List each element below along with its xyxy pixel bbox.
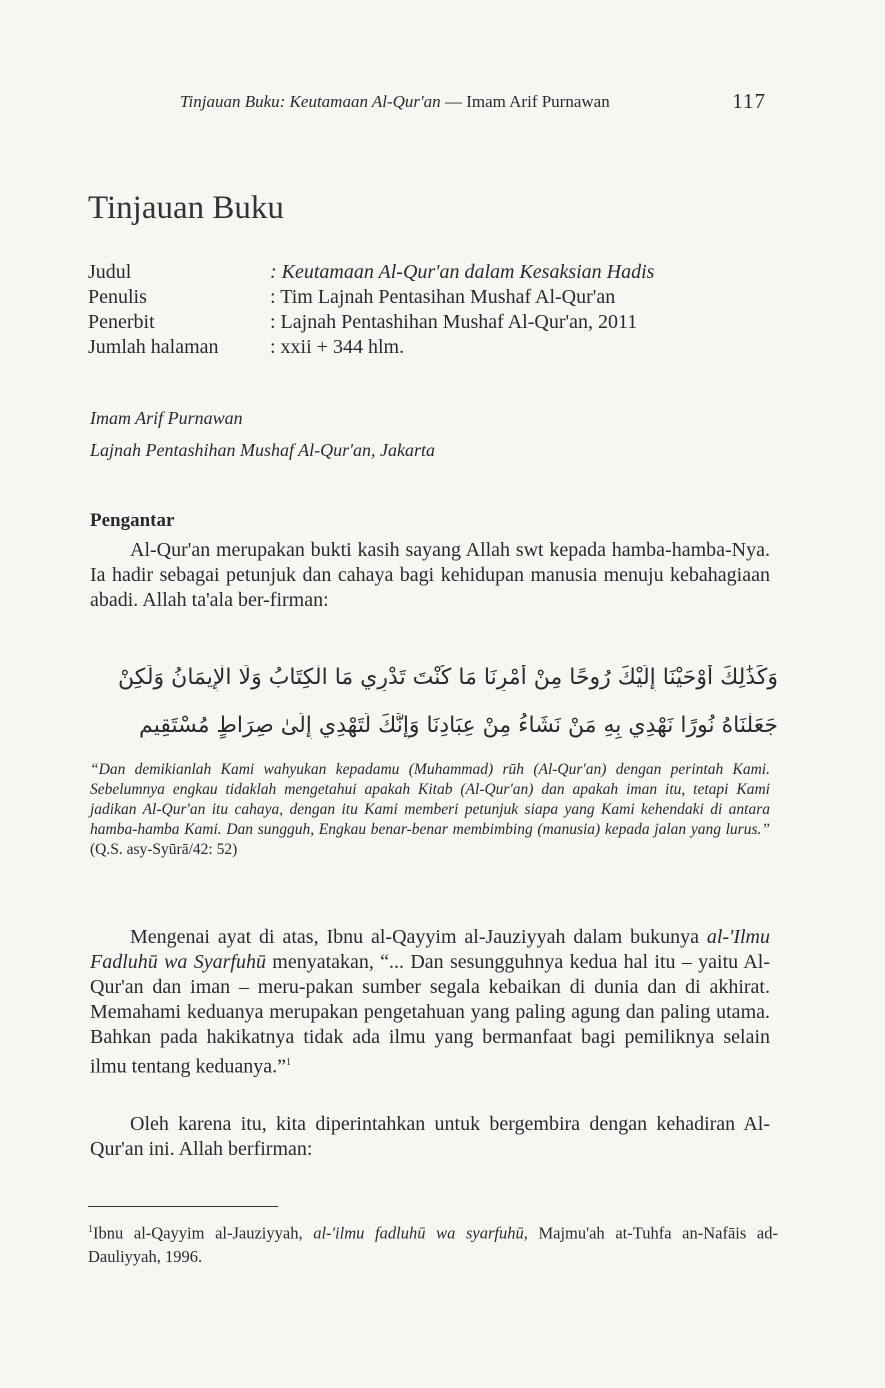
footnote-divider [88,1206,278,1207]
book-info-value: : xxii + 344 hlm. [270,336,405,358]
section-title: Tinjauan Buku [88,190,284,226]
book-info-label: Jumlah halaman [88,336,219,358]
footnote-number: 1 [88,1224,93,1235]
paragraph-closing: Oleh karena itu, kita diperintahkan untuk bergembira dengan kehadiran Al-Qur'an ini. Allah berfirman: [90,1113,770,1160]
book-info-value: : Lajnah Pentashihan Mushaf Al-Qur'an, 2011 [270,311,638,333]
paragraph-quote-part1: Mengenai ayat di atas, Ibnu al-Qayyim al-Jauziyyah dalam bukunya [130,926,707,948]
header-separator: — [440,92,467,111]
book-info-row-publisher [88,310,788,335]
reviewer-affiliation: Lajnah Pentashihan Mushaf Al-Qur'an, Jakarta [90,440,436,460]
footnote [88,1218,778,1268]
book-info-row-title [88,260,788,285]
arabic-verse-line-2: جَعَلْنَاهُ نُورًا نَهْدِي بِهِ مَنْ نَشَاءُ مِنْ عِبَادِنَا وَإِنَّكَ لَتَهْدِي إِلَىٰ صِرَاطٍ مُسْتَقِيمٍ [139,713,778,738]
footnote-part2: Majmu'ah at-Tuhfa an-Nafāis ad-Dauliyyah, 1996. [88,1223,778,1266]
page-number: 117 [732,89,766,113]
book-info [88,260,788,360]
book-info-label: Penulis [88,286,147,308]
paragraph-intro: Al-Qur'an merupakan bukti kasih sayang Allah swt kepada hamba-hamba-Nya. Ia hadir sebagai petunjuk dan cahaya bagi kehidupan manusia menuju kebahagiaan abadi. Allah ta'ala ber-firman: [90,539,770,611]
intro-heading: Pengantar [90,510,175,531]
book-info-row-author [88,285,788,310]
running-title: Tinjauan Buku: Keutamaan Al-Qur'an [180,92,441,111]
book-info-value: : Tim Lajnah Pentasihan Mushaf Al-Qur'an [270,286,616,308]
verse-translation [90,760,770,860]
reviewer-block [90,402,435,466]
reviewer-name: Imam Arif Purnawan [90,408,243,428]
paragraph-quote-part2: menyatakan, “... Dan sesungguhnya kedua hal itu – yaitu Al-Qur'an dan iman – meru-pakan sumber segala kebaikan di dunia dan di akhirat. Memahami keduanya merupakan pengetahuan yang paling agung dan paling utama. Bahkan pada hakikatnya tidak ada ilmu yang bermanfaat bagi pemiliknya selain ilmu tentang keduanya.” [90,951,770,1078]
cited-book-title: al-'Ilmu Fadluhū wa Syarfuhū [90,926,770,973]
header-author: Imam Arif Purnawan [466,92,610,111]
book-info-value: : Keutamaan Al-Qur'an dalam Kesaksian Hadis [270,261,655,283]
book-info-label: Penerbit [88,311,155,333]
translation-text: “Dan demikianlah Kami wahyukan kepadamu (Muhammad) rūh (Al-Qur'an) dengan perintah Kami. Sebelumnya engkau tidaklah mengetahui apakah Kitab (Al-Qur'an) dan apakah iman itu, tetapi Kami jadikan Al-Qur'an itu cahaya, dengan itu Kami memberi petunjuk siapa yang Kami kehendaki di antara hamba-hamba Kami. Dan sungguh, Engkau benar-benar membimbing (manusia) kepada jalan yang lurus.” [90,761,770,838]
arabic-verse-line-1: وَكَذَٰلِكَ أَوْحَيْنَا إِلَيْكَ رُوحًا مِنْ أَمْرِنَا مَا كُنْتَ تَدْرِي مَا الْكِتَابُ وَلَا الْإِيمَانُ وَلَٰكِنْ [117,665,778,690]
book-info-label: Judul [88,261,132,283]
footnote-reference[interactable]: 1 [286,1057,292,1068]
translation-reference: (Q.S. asy-Syūrā/42: 52) [90,841,238,858]
footnote-part1: Ibnu al-Qayyim al-Jauziyyah, [93,1223,314,1243]
book-info-row-pages [88,335,788,360]
running-header [180,89,780,113]
footnote-title: al-'ilmu fadluhū wa syarfuhū, [313,1223,528,1243]
paragraph-quote [90,925,770,1080]
